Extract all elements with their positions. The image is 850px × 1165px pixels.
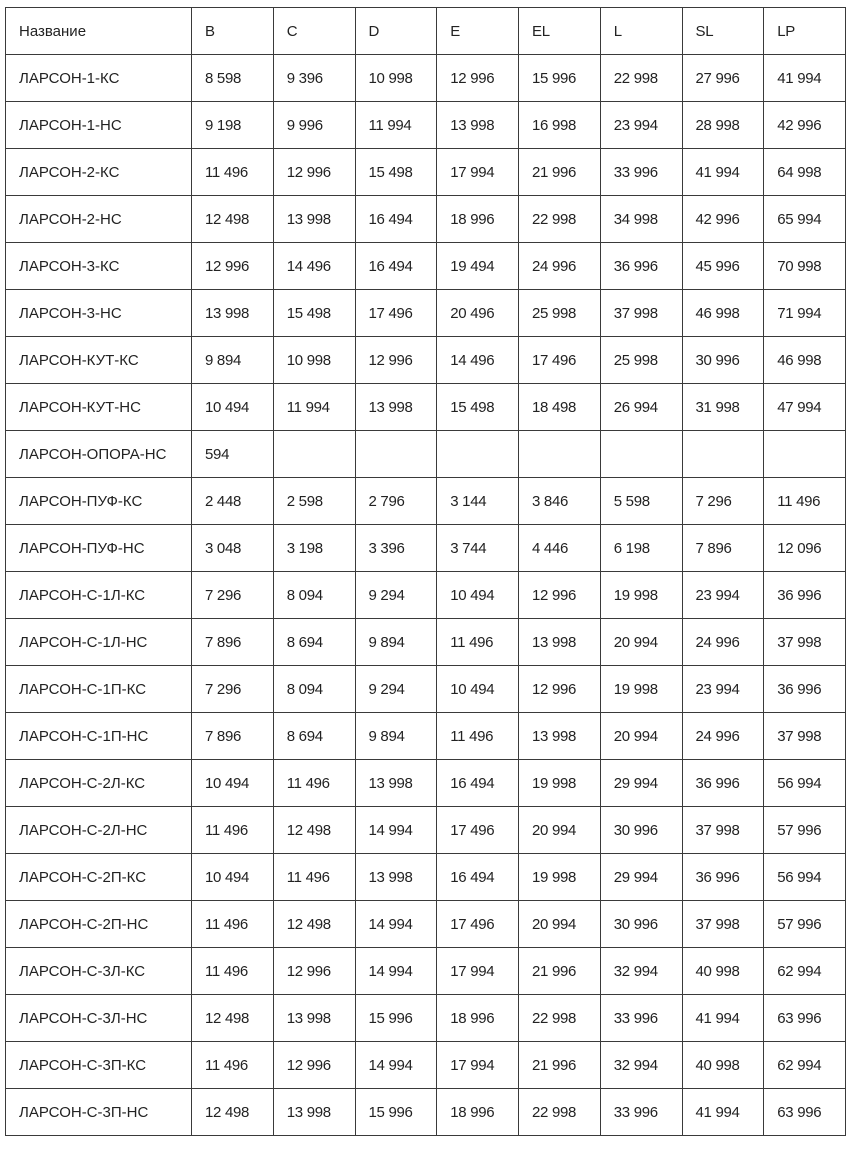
table-row	[6, 149, 846, 196]
price-cell: 17 994	[437, 149, 519, 196]
price-cell: 37 998	[600, 290, 682, 337]
table-body	[6, 55, 846, 1136]
price-cell: 24 996	[519, 243, 601, 290]
price-cell: 6 198	[600, 525, 682, 572]
price-cell: 16 494	[437, 854, 519, 901]
product-name-cell: ЛАРСОН-ПУФ-КС	[6, 478, 192, 525]
price-cell: 21 996	[519, 948, 601, 995]
price-cell: 11 994	[355, 102, 437, 149]
price-cell: 11 496	[192, 948, 274, 995]
price-cell: 19 494	[437, 243, 519, 290]
product-name-cell: ЛАРСОН-КУТ-КС	[6, 337, 192, 384]
price-cell: 11 994	[273, 384, 355, 431]
price-cell: 12 996	[192, 243, 274, 290]
price-cell: 33 996	[600, 149, 682, 196]
price-cell: 19 998	[519, 760, 601, 807]
price-cell: 13 998	[437, 102, 519, 149]
price-cell: 7 896	[192, 713, 274, 760]
product-name-cell: ЛАРСОН-КУТ-НС	[6, 384, 192, 431]
price-cell: 3 144	[437, 478, 519, 525]
price-cell: 12 996	[273, 948, 355, 995]
price-cell: 17 994	[437, 1042, 519, 1089]
product-name-cell: ЛАРСОН-С-2Л-НС	[6, 807, 192, 854]
price-cell: 8 094	[273, 666, 355, 713]
price-cell: 40 998	[682, 1042, 764, 1089]
price-cell: 9 894	[192, 337, 274, 384]
product-name-cell: ЛАРСОН-С-3П-НС	[6, 1089, 192, 1136]
price-cell: 13 998	[273, 995, 355, 1042]
price-cell	[682, 431, 764, 478]
price-cell: 20 994	[519, 901, 601, 948]
price-cell: 8 694	[273, 713, 355, 760]
product-name-cell: ЛАРСОН-1-НС	[6, 102, 192, 149]
price-cell: 22 998	[519, 1089, 601, 1136]
price-cell: 14 994	[355, 948, 437, 995]
column-header-name: Название	[6, 8, 192, 55]
table-row	[6, 290, 846, 337]
price-cell: 13 998	[519, 619, 601, 666]
price-cell: 57 996	[764, 807, 846, 854]
price-cell: 12 996	[519, 572, 601, 619]
price-cell: 46 998	[764, 337, 846, 384]
product-name-cell: ЛАРСОН-2-НС	[6, 196, 192, 243]
table-header	[6, 8, 846, 55]
price-cell: 594	[192, 431, 274, 478]
price-cell: 9 894	[355, 619, 437, 666]
product-name-cell: ЛАРСОН-С-1Л-КС	[6, 572, 192, 619]
price-cell: 70 998	[764, 243, 846, 290]
price-cell: 16 494	[355, 243, 437, 290]
price-cell: 7 296	[192, 572, 274, 619]
price-cell: 33 996	[600, 1089, 682, 1136]
price-cell: 36 996	[600, 243, 682, 290]
price-cell: 37 998	[764, 619, 846, 666]
price-cell	[437, 431, 519, 478]
price-cell: 36 996	[764, 666, 846, 713]
price-cell: 37 998	[682, 807, 764, 854]
product-name-cell: ЛАРСОН-С-3Л-КС	[6, 948, 192, 995]
price-cell: 10 998	[273, 337, 355, 384]
price-cell: 17 496	[355, 290, 437, 337]
price-cell: 63 996	[764, 1089, 846, 1136]
product-name-cell: ЛАРСОН-С-3П-КС	[6, 1042, 192, 1089]
product-name-cell: ЛАРСОН-С-3Л-НС	[6, 995, 192, 1042]
price-cell: 12 996	[519, 666, 601, 713]
price-cell: 15 498	[273, 290, 355, 337]
price-cell: 15 498	[355, 149, 437, 196]
price-cell: 10 494	[437, 572, 519, 619]
price-cell: 11 496	[764, 478, 846, 525]
price-cell: 57 996	[764, 901, 846, 948]
price-cell: 30 996	[682, 337, 764, 384]
price-cell: 16 494	[355, 196, 437, 243]
price-cell: 10 494	[192, 760, 274, 807]
price-cell: 11 496	[192, 807, 274, 854]
price-cell: 9 294	[355, 572, 437, 619]
product-name-cell: ЛАРСОН-С-2Л-КС	[6, 760, 192, 807]
product-name-cell: ЛАРСОН-С-2П-КС	[6, 854, 192, 901]
product-name-cell: ЛАРСОН-С-1Л-НС	[6, 619, 192, 666]
price-cell: 17 994	[437, 948, 519, 995]
price-cell: 41 994	[764, 55, 846, 102]
product-name-cell: ЛАРСОН-С-2П-НС	[6, 901, 192, 948]
price-cell: 56 994	[764, 854, 846, 901]
price-cell: 13 998	[273, 196, 355, 243]
price-cell: 62 994	[764, 948, 846, 995]
price-cell: 36 996	[682, 854, 764, 901]
table-row	[6, 760, 846, 807]
product-name-cell: ЛАРСОН-ПУФ-НС	[6, 525, 192, 572]
price-cell: 36 996	[764, 572, 846, 619]
price-cell: 18 996	[437, 196, 519, 243]
price-cell: 42 996	[764, 102, 846, 149]
price-cell: 14 994	[355, 807, 437, 854]
price-cell: 10 494	[437, 666, 519, 713]
price-cell: 16 998	[519, 102, 601, 149]
price-cell: 11 496	[273, 760, 355, 807]
price-cell: 18 996	[437, 995, 519, 1042]
price-cell: 9 198	[192, 102, 274, 149]
table-row	[6, 854, 846, 901]
price-cell: 34 998	[600, 196, 682, 243]
price-cell: 41 994	[682, 995, 764, 1042]
price-cell: 56 994	[764, 760, 846, 807]
column-header-b: B	[192, 8, 274, 55]
price-cell: 12 996	[273, 149, 355, 196]
price-cell	[764, 431, 846, 478]
price-cell: 41 994	[682, 149, 764, 196]
price-cell: 13 998	[355, 854, 437, 901]
price-cell: 11 496	[437, 619, 519, 666]
price-cell: 19 998	[600, 572, 682, 619]
column-header-sl: SL	[682, 8, 764, 55]
price-cell: 20 994	[600, 713, 682, 760]
table-row	[6, 102, 846, 149]
price-cell: 12 996	[437, 55, 519, 102]
price-cell: 13 998	[273, 1089, 355, 1136]
product-name-cell: ЛАРСОН-3-НС	[6, 290, 192, 337]
price-cell: 11 496	[437, 713, 519, 760]
price-cell: 11 496	[192, 149, 274, 196]
price-cell: 12 996	[355, 337, 437, 384]
price-cell: 4 446	[519, 525, 601, 572]
column-header-lp: LP	[764, 8, 846, 55]
table-row	[6, 384, 846, 431]
price-cell: 12 498	[273, 901, 355, 948]
price-cell: 2 598	[273, 478, 355, 525]
price-cell: 63 996	[764, 995, 846, 1042]
price-cell: 3 198	[273, 525, 355, 572]
price-cell: 17 496	[437, 807, 519, 854]
price-cell: 12 498	[192, 995, 274, 1042]
product-name-cell: ЛАРСОН-2-КС	[6, 149, 192, 196]
price-cell: 16 494	[437, 760, 519, 807]
price-cell: 11 496	[273, 854, 355, 901]
column-header-el: EL	[519, 8, 601, 55]
price-cell: 7 896	[192, 619, 274, 666]
price-cell: 33 996	[600, 995, 682, 1042]
price-cell: 22 998	[600, 55, 682, 102]
price-cell: 9 996	[273, 102, 355, 149]
price-cell: 18 498	[519, 384, 601, 431]
price-cell: 10 998	[355, 55, 437, 102]
price-cell: 37 998	[764, 713, 846, 760]
table-row	[6, 478, 846, 525]
price-cell: 22 998	[519, 995, 601, 1042]
table-row	[6, 525, 846, 572]
price-cell: 13 998	[355, 384, 437, 431]
product-name-cell: ЛАРСОН-С-1П-КС	[6, 666, 192, 713]
price-cell: 21 996	[519, 1042, 601, 1089]
price-cell: 30 996	[600, 807, 682, 854]
price-cell: 3 048	[192, 525, 274, 572]
price-cell: 11 496	[192, 1042, 274, 1089]
column-header-c: C	[273, 8, 355, 55]
price-cell	[355, 431, 437, 478]
table-row	[6, 1089, 846, 1136]
price-cell: 2 796	[355, 478, 437, 525]
price-cell: 13 998	[192, 290, 274, 337]
price-cell: 41 994	[682, 1089, 764, 1136]
price-cell: 11 496	[192, 901, 274, 948]
column-header-e: E	[437, 8, 519, 55]
price-cell: 20 994	[600, 619, 682, 666]
price-cell: 7 296	[682, 478, 764, 525]
price-cell	[519, 431, 601, 478]
price-cell: 37 998	[682, 901, 764, 948]
table-row	[6, 666, 846, 713]
price-cell: 27 996	[682, 55, 764, 102]
price-cell: 23 994	[682, 572, 764, 619]
price-cell: 26 994	[600, 384, 682, 431]
price-cell: 12 498	[192, 196, 274, 243]
price-cell: 19 998	[519, 854, 601, 901]
price-cell: 42 996	[682, 196, 764, 243]
price-cell: 7 896	[682, 525, 764, 572]
price-cell: 13 998	[519, 713, 601, 760]
price-cell: 3 396	[355, 525, 437, 572]
price-cell: 62 994	[764, 1042, 846, 1089]
price-cell: 14 496	[273, 243, 355, 290]
price-cell: 64 998	[764, 149, 846, 196]
price-cell	[600, 431, 682, 478]
table-row	[6, 995, 846, 1042]
price-cell: 22 998	[519, 196, 601, 243]
price-cell: 21 996	[519, 149, 601, 196]
price-cell: 8 094	[273, 572, 355, 619]
price-cell: 14 994	[355, 901, 437, 948]
price-cell: 10 494	[192, 854, 274, 901]
table-row	[6, 1042, 846, 1089]
column-header-d: D	[355, 8, 437, 55]
header-row	[6, 8, 846, 55]
table-row	[6, 619, 846, 666]
price-cell: 40 998	[682, 948, 764, 995]
price-cell: 47 994	[764, 384, 846, 431]
price-cell: 18 996	[437, 1089, 519, 1136]
price-cell: 17 496	[519, 337, 601, 384]
price-cell: 24 996	[682, 713, 764, 760]
table-row	[6, 196, 846, 243]
price-cell: 13 998	[355, 760, 437, 807]
price-cell: 15 996	[355, 995, 437, 1042]
price-cell: 46 998	[682, 290, 764, 337]
price-cell: 9 294	[355, 666, 437, 713]
price-cell: 23 994	[682, 666, 764, 713]
price-cell: 12 996	[273, 1042, 355, 1089]
price-cell	[273, 431, 355, 478]
price-cell: 15 996	[355, 1089, 437, 1136]
price-cell: 12 096	[764, 525, 846, 572]
table-row	[6, 713, 846, 760]
price-cell: 3 846	[519, 478, 601, 525]
table-row	[6, 901, 846, 948]
price-cell: 9 894	[355, 713, 437, 760]
product-name-cell: ЛАРСОН-С-1П-НС	[6, 713, 192, 760]
price-cell: 29 994	[600, 854, 682, 901]
price-cell: 25 998	[519, 290, 601, 337]
table-row	[6, 55, 846, 102]
price-cell: 9 396	[273, 55, 355, 102]
price-cell: 30 996	[600, 901, 682, 948]
price-cell: 10 494	[192, 384, 274, 431]
price-cell: 20 994	[519, 807, 601, 854]
price-cell: 24 996	[682, 619, 764, 666]
price-cell: 15 996	[519, 55, 601, 102]
price-cell: 12 498	[192, 1089, 274, 1136]
price-cell: 28 998	[682, 102, 764, 149]
price-cell: 32 994	[600, 1042, 682, 1089]
price-cell: 45 996	[682, 243, 764, 290]
product-name-cell: ЛАРСОН-ОПОРА-НС	[6, 431, 192, 478]
price-cell: 7 296	[192, 666, 274, 713]
table-row	[6, 243, 846, 290]
price-cell: 5 598	[600, 478, 682, 525]
price-cell: 8 598	[192, 55, 274, 102]
price-cell: 12 498	[273, 807, 355, 854]
price-cell: 36 996	[682, 760, 764, 807]
table-row	[6, 337, 846, 384]
column-header-l: L	[600, 8, 682, 55]
price-cell: 20 496	[437, 290, 519, 337]
price-cell: 14 994	[355, 1042, 437, 1089]
product-name-cell: ЛАРСОН-3-КС	[6, 243, 192, 290]
price-cell: 25 998	[600, 337, 682, 384]
price-cell: 3 744	[437, 525, 519, 572]
price-table	[5, 7, 846, 1136]
price-cell: 32 994	[600, 948, 682, 995]
price-cell: 19 998	[600, 666, 682, 713]
table-row	[6, 572, 846, 619]
price-cell: 31 998	[682, 384, 764, 431]
price-cell: 14 496	[437, 337, 519, 384]
price-cell: 71 994	[764, 290, 846, 337]
price-cell: 17 496	[437, 901, 519, 948]
table-row	[6, 807, 846, 854]
price-cell: 8 694	[273, 619, 355, 666]
product-name-cell: ЛАРСОН-1-КС	[6, 55, 192, 102]
table-row	[6, 948, 846, 995]
price-cell: 15 498	[437, 384, 519, 431]
table-row	[6, 431, 846, 478]
price-cell: 65 994	[764, 196, 846, 243]
price-cell: 29 994	[600, 760, 682, 807]
price-cell: 2 448	[192, 478, 274, 525]
price-cell: 23 994	[600, 102, 682, 149]
